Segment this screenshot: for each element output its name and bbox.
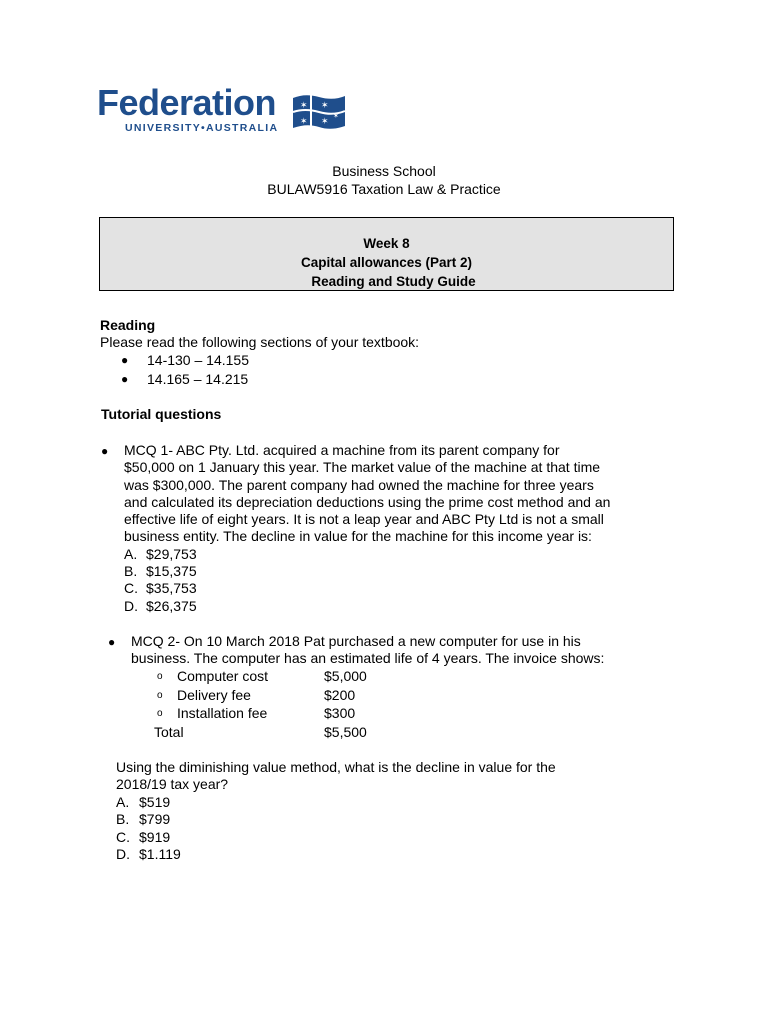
mcq2-option-text: $519	[139, 794, 171, 810]
svg-text:✶: ✶	[333, 112, 339, 120]
svg-text:✶: ✶	[321, 117, 329, 127]
mcq1-option-text: $26,375	[146, 598, 197, 614]
week-title-box	[99, 217, 674, 291]
federation-university-logo	[97, 82, 347, 136]
logo-wordmark: Federation	[97, 82, 277, 123]
tutorial-heading: Tutorial questions	[101, 406, 222, 422]
invoice-total-label: Total	[154, 724, 184, 740]
flag-icon	[291, 92, 347, 132]
mcq1-option-text: $29,753	[146, 546, 197, 562]
reading-intro: Please read the following sections of your textbook:	[100, 334, 420, 350]
svg-text:✶: ✶	[321, 101, 329, 111]
invoice-total-amount: $5,500	[324, 724, 367, 740]
mcq1-line: and calculated its depreciation deductions using the prime cost method and an	[124, 493, 611, 510]
mcq2-subquestion-line: 2018/19 tax year?	[116, 776, 229, 793]
mcq2-option-letter: D.	[116, 846, 130, 862]
bullet-icon: ●	[108, 635, 116, 649]
circle-bullet-icon: o	[157, 690, 163, 701]
invoice-amount: $5,000	[324, 668, 367, 684]
mcq2-option-letter: C.	[116, 829, 130, 845]
reading-heading: Reading	[100, 317, 156, 333]
circle-bullet-icon: o	[157, 708, 163, 719]
week-number: Week 8	[363, 236, 410, 251]
bullet-icon: ●	[121, 353, 129, 367]
mcq2-line: MCQ 2- On 10 March 2018 Pat purchased a new computer for use in his	[131, 633, 581, 649]
svg-text:✶: ✶	[300, 117, 308, 127]
mcq2-option-text: $1.119	[139, 846, 181, 862]
school-name: Business School	[332, 163, 436, 179]
mcq1-option-letter: B.	[124, 563, 138, 579]
unit-title: BULAW5916 Taxation Law & Practice	[267, 181, 501, 197]
reading-section: 14.165 – 14.215	[147, 371, 249, 387]
mcq1-option-text: $15,375	[146, 563, 197, 579]
mcq2-subquestion-line: Using the diminishing value method, what is the decline in value for the	[116, 759, 556, 775]
mcq2-option-text: $799	[139, 811, 171, 827]
week-topic: Capital allowances (Part 2)	[300, 255, 473, 270]
circle-bullet-icon: o	[157, 671, 163, 682]
mcq1-line: $50,000 on 1 January this year. The market value of the machine at that time	[124, 459, 601, 476]
mcq2-option-text: $919	[139, 829, 171, 845]
mcq1-line: effective life of eight years. It is not a leap year and ABC Pty Ltd is not a small	[124, 511, 604, 528]
invoice-amount: $300	[324, 705, 356, 721]
mcq1-option-text: $35,753	[146, 580, 197, 596]
mcq2-option-letter: A.	[116, 794, 130, 810]
reading-section: 14-130 – 14.155	[147, 352, 249, 368]
mcq1-line: MCQ 1- ABC Pty. Ltd. acquired a machine from its parent company for	[124, 442, 560, 458]
logo-subtitle: UNIVERSITY•AUSTRALIA	[125, 122, 279, 134]
mcq1-line: was $300,000. The parent company had owned the machine for three years	[124, 476, 594, 493]
mcq2-subquestion	[116, 759, 676, 794]
invoice-item: Computer cost	[177, 668, 269, 684]
week-guide: Reading and Study Guide	[311, 274, 476, 289]
mcq2-line: business. The computer has an estimated life of 4 years. The invoice shows:	[131, 650, 605, 667]
mcq1-option-letter: A.	[124, 546, 138, 562]
mcq2-option-letter: B.	[116, 811, 130, 827]
mcq1-line: business entity. The decline in value for the machine for this income year is:	[124, 528, 592, 545]
bullet-icon: ●	[101, 444, 109, 458]
mcq1-option-letter: C.	[124, 580, 138, 596]
mcq2-question	[131, 633, 691, 668]
invoice-amount: $200	[324, 687, 356, 703]
bullet-icon: ●	[121, 372, 129, 386]
invoice-item: Delivery fee	[177, 687, 251, 703]
mcq1-option-letter: D.	[124, 598, 138, 614]
svg-text:✶: ✶	[300, 101, 308, 111]
invoice-item: Installation fee	[177, 705, 268, 721]
mcq1-question	[124, 442, 684, 546]
